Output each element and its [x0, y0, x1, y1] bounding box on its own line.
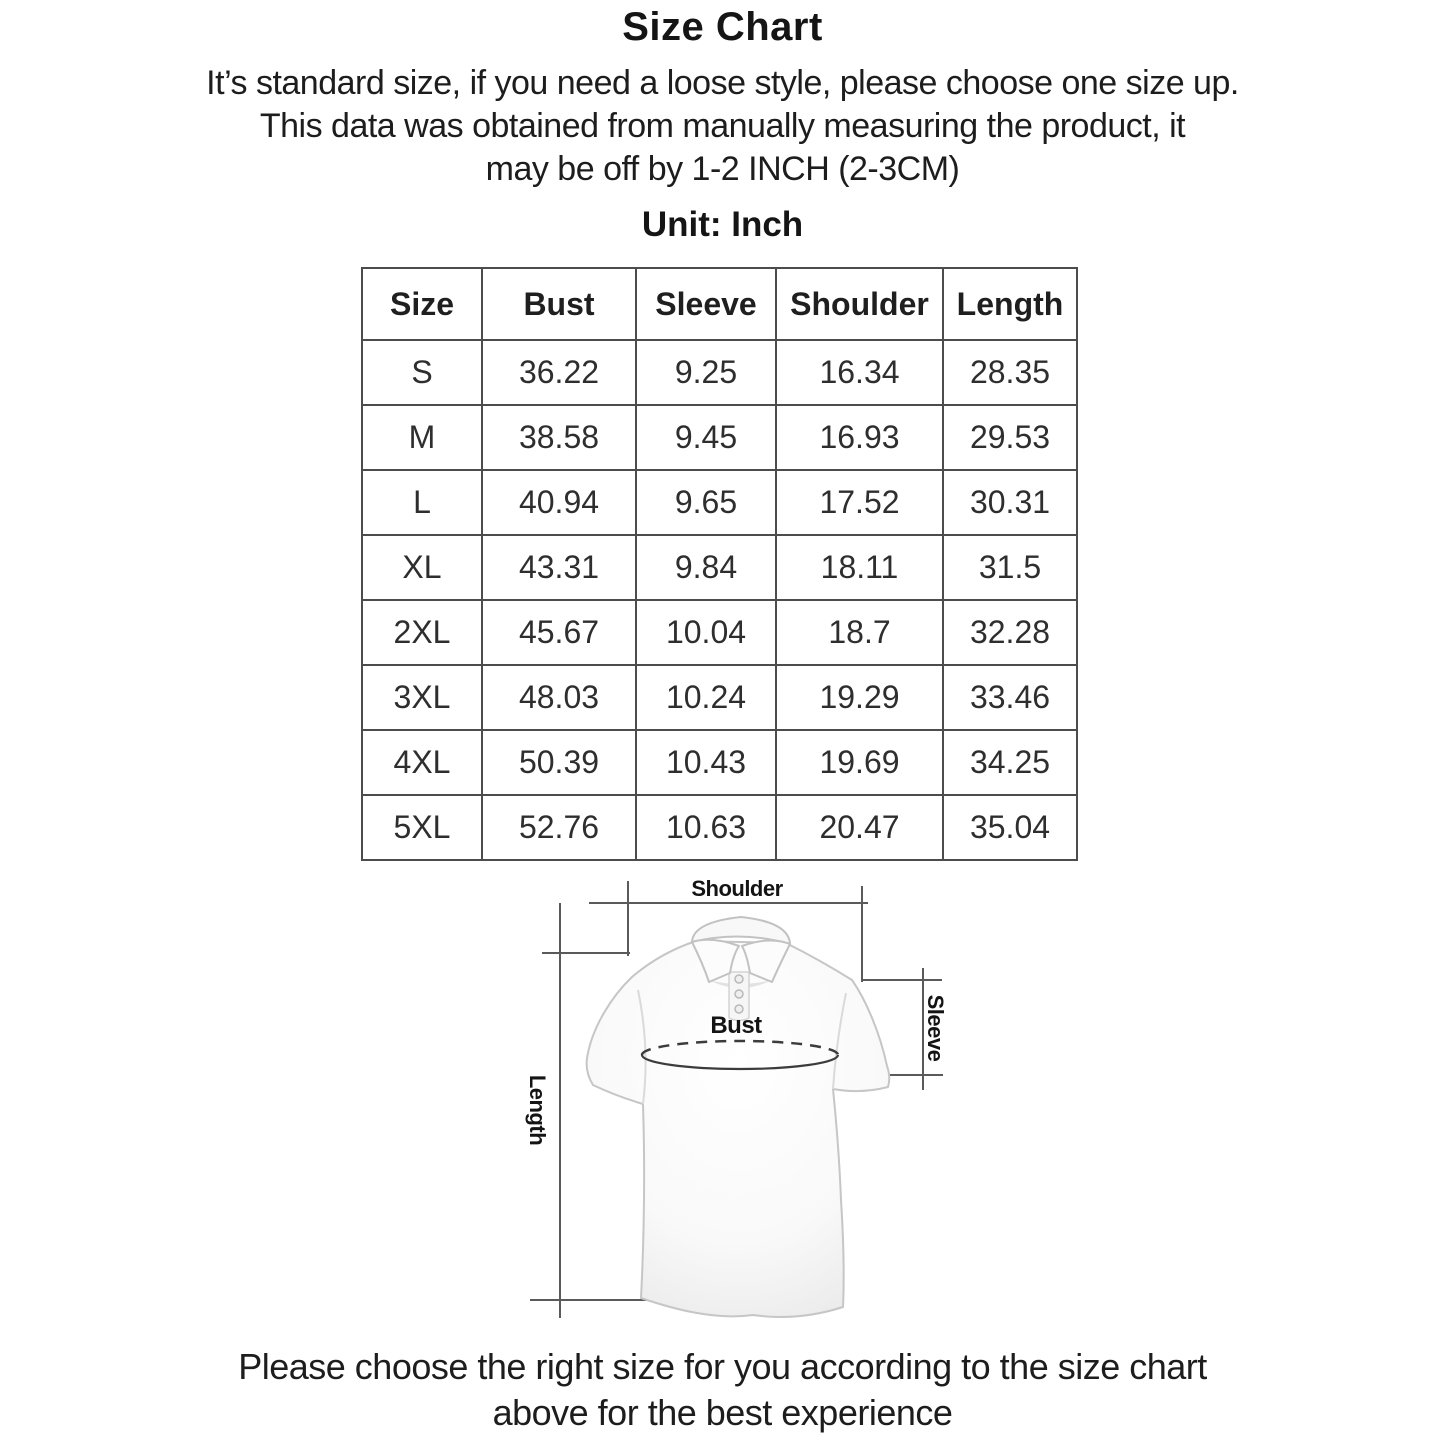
table-row: [362, 795, 1077, 860]
table-cell: 34.25: [943, 730, 1077, 795]
table-row: [362, 535, 1077, 600]
table-cell: 9.84: [636, 535, 776, 600]
table-row: [362, 405, 1077, 470]
table-row: [362, 340, 1077, 405]
page-title: Size Chart: [622, 5, 823, 49]
polo-shirt-illustration: [490, 868, 1010, 1338]
table-cell: 10.24: [636, 665, 776, 730]
size-note-line: may be off by 1-2 INCH (2-3CM): [485, 150, 960, 188]
column-header-sleeve: Sleeve: [636, 268, 776, 340]
table-cell: 45.67: [482, 600, 636, 665]
table-cell: 48.03: [482, 665, 636, 730]
table-cell: 35.04: [943, 795, 1077, 860]
table-row: [362, 730, 1077, 795]
table-cell: 18.7: [776, 600, 943, 665]
shoulder-label: Shoulder: [691, 876, 783, 901]
table-cell: 9.65: [636, 470, 776, 535]
column-header-shoulder: Shoulder: [776, 268, 943, 340]
column-header-length: Length: [943, 268, 1077, 340]
table-cell: M: [362, 405, 482, 470]
measurement-diagram: [490, 868, 1010, 1338]
column-header-bust: Bust: [482, 268, 636, 340]
sleeve-label: Sleeve: [923, 994, 948, 1062]
bust-label: Bust: [710, 1012, 762, 1039]
size-note: [0, 62, 1445, 191]
column-header-size: Size: [362, 268, 482, 340]
footer-line: Please choose the right size for you according to the size chart: [238, 1346, 1207, 1387]
table-cell: 16.34: [776, 340, 943, 405]
table-cell: 4XL: [362, 730, 482, 795]
unit-label: Unit: Inch: [641, 205, 804, 244]
table-cell: 18.11: [776, 535, 943, 600]
footer-line: above for the best experience: [492, 1392, 953, 1433]
table-cell: 36.22: [482, 340, 636, 405]
table-cell: 19.29: [776, 665, 943, 730]
polo-shirt-body: [587, 917, 890, 1317]
size-note-line: This data was obtained from manually measuring the product, it: [259, 107, 1186, 145]
table-cell: 30.31: [943, 470, 1077, 535]
table-cell: 31.5: [943, 535, 1077, 600]
size-table: [361, 267, 1078, 861]
table-cell: 9.45: [636, 405, 776, 470]
table-cell: 10.04: [636, 600, 776, 665]
table-cell: S: [362, 340, 482, 405]
table-cell: 2XL: [362, 600, 482, 665]
table-cell: 28.35: [943, 340, 1077, 405]
table-cell: 43.31: [482, 535, 636, 600]
table-cell: 16.93: [776, 405, 943, 470]
table-cell: 38.58: [482, 405, 636, 470]
table-cell: 52.76: [482, 795, 636, 860]
table-cell: 5XL: [362, 795, 482, 860]
table-cell: L: [362, 470, 482, 535]
table-cell: 17.52: [776, 470, 943, 535]
table-cell: 20.47: [776, 795, 943, 860]
footer-note: [0, 1344, 1445, 1436]
table-row: [362, 470, 1077, 535]
table-header-row: [362, 268, 1077, 340]
table-row: [362, 600, 1077, 665]
table-cell: 32.28: [943, 600, 1077, 665]
table-cell: 29.53: [943, 405, 1077, 470]
button: [735, 975, 743, 983]
size-note-line: It’s standard size, if you need a loose style, please choose one size up.: [206, 64, 1239, 102]
table-cell: 3XL: [362, 665, 482, 730]
table-cell: 33.46: [943, 665, 1077, 730]
table-cell: 50.39: [482, 730, 636, 795]
length-label: Length: [525, 1074, 550, 1146]
table-cell: XL: [362, 535, 482, 600]
table-cell: 40.94: [482, 470, 636, 535]
button: [735, 990, 743, 998]
table-cell: 9.25: [636, 340, 776, 405]
table-row: [362, 665, 1077, 730]
table-cell: 19.69: [776, 730, 943, 795]
table-cell: 10.43: [636, 730, 776, 795]
table-cell: 10.63: [636, 795, 776, 860]
